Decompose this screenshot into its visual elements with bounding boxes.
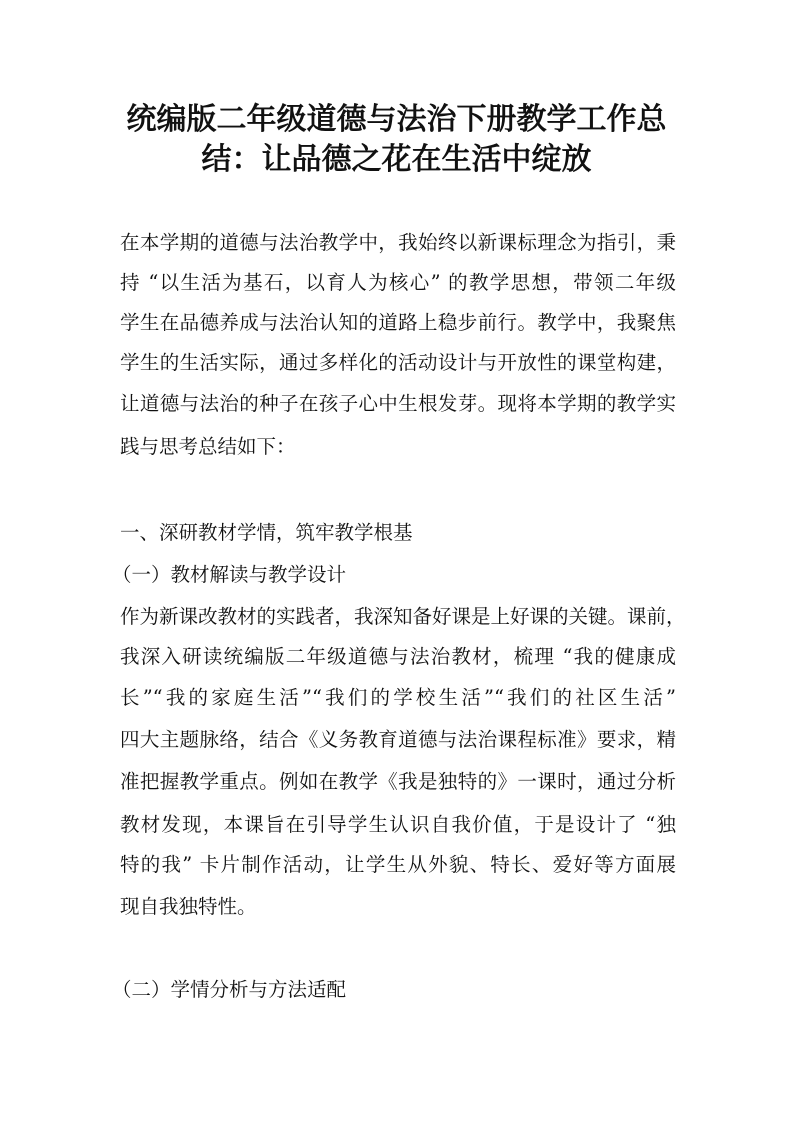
title-line-1: 统编版二年级道德与法治下册教学工作总	[126, 102, 667, 137]
title-line-2: 结：让品德之花在生活中绽放	[201, 142, 592, 177]
text-line: 现自我独特性。	[120, 895, 257, 918]
text-line: 持 “以生活为基石，以育人为核心” 的教学思想，带领二年级	[120, 271, 676, 294]
section-heading: 一、深研教材学情，筑牢教学根基	[120, 521, 413, 544]
text-line: 我深入研读统编版二年级道德与法治教材，梳理 “我的健康成	[120, 645, 676, 668]
text-line: 在本学期的道德与法治教学中，我始终以新课标理念为指引，秉	[120, 231, 676, 254]
subsection-heading: （二）学情分析与方法适配	[112, 978, 347, 1001]
subsection-heading: （一）教材解读与教学设计	[112, 563, 347, 586]
text-line: 教材发现，本课旨在引导学生认识自我价值，于是设计了 “独	[120, 813, 676, 836]
text-line: 长”“我的家庭生活”“我们的学校生活”“我们的社区生活”	[120, 686, 676, 709]
text-line: 特的我” 卡片制作活动，让学生从外貌、特长、爱好等方面展	[120, 853, 676, 876]
text-line: 四大主题脉络，结合《义务教育道德与法治课程标准》要求，精	[120, 728, 676, 751]
text-line: 学生在品德养成与法治认知的道路上稳步前行。教学中，我聚焦	[120, 311, 676, 334]
text-line: 作为新课改教材的实践者，我深知备好课是上好课的关键。课前，	[120, 605, 686, 628]
text-line: 让道德与法治的种子在孩子心中生根发芽。现将本学期的教学实	[120, 392, 676, 415]
text-line: 准把握教学重点。例如在教学《我是独特的》一课时，通过分析	[120, 770, 676, 793]
text-line: 践与思考总结如下：	[120, 435, 296, 458]
text-line: 学生的生活实际，通过多样化的活动设计与开放性的课堂构建，	[120, 351, 676, 374]
